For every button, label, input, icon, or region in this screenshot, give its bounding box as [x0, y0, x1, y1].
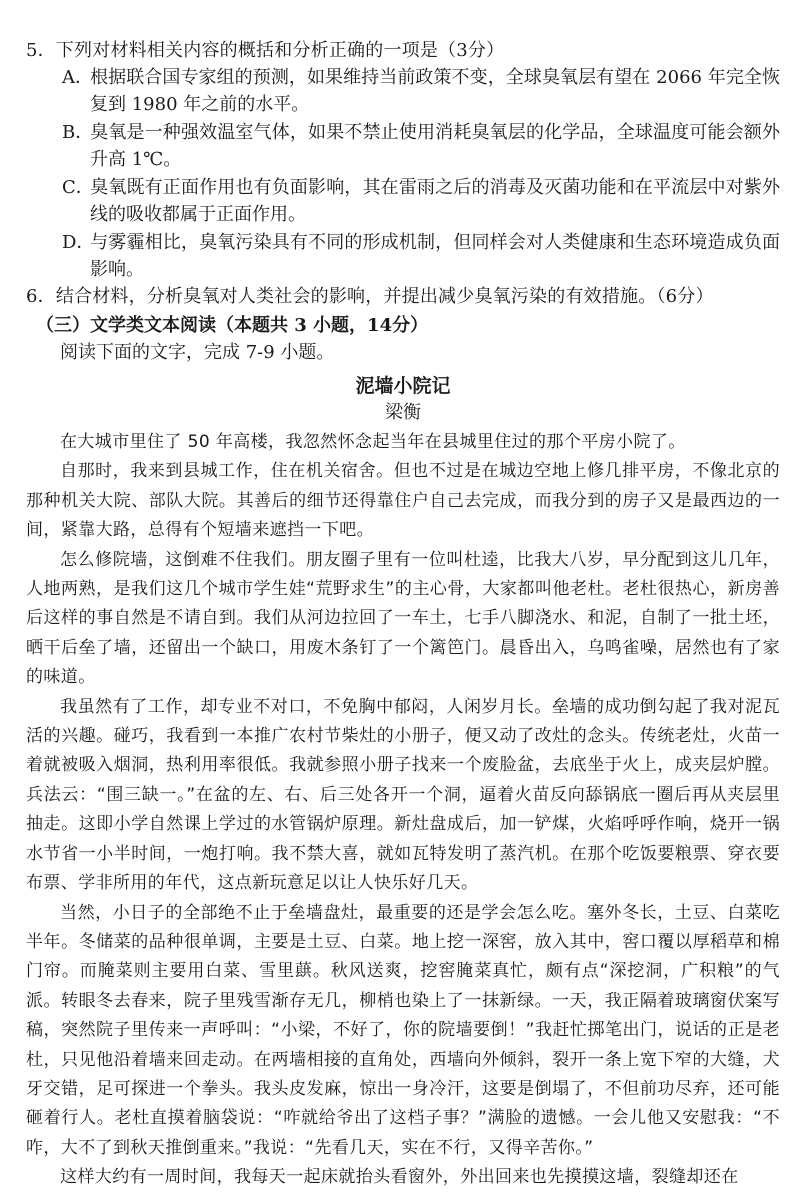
article-paragraph: 在大城市里住了 50 年高楼，我忽然怀念起当年在县城里住过的那个平房小院了。	[60, 432, 686, 452]
option-a-text: 根据联合国专家组的预测，如果维持当前政策不变，全球臭氧层有望在 2066 年完全恢复到 1980 年之前的水平。	[90, 67, 780, 115]
article-paragraph: 我虽然有了工作，却专业不对口，不免胸中郁闷，人闲岁月长。垒墙的成功倒勾起了我对泥瓦活的兴趣。碰巧，我看到一本推广农村节柴灶的小册子，便又动了改灶的念头。传统老灶，火苗一着就被吸入烟洞，热利用率很低。我就参照小册子找来一个废脸盆，去底坐于火上，成夹层炉膛。兵法云：“围三缺一。”在盆的左、右、后三处各开一个洞，逼着火苗反向舔锅底一圈后再从夹层里抽走。这即小学自然课上学过的水管锅炉原理。新灶盘成后，加一铲煤，火焰呼呼作响，烧开一锅水节省一小半时间，一炮打响。我不禁大喜，就如瓦特发明了蒸汽机。在那个吃饭要粮票、穿衣要布票、学非所用的年代，这点新玩意足以让人快乐好几天。	[26, 696, 780, 894]
question-6: 6．结合材料，分析臭氧对人类社会的影响，并提出减少臭氧污染的有效措施。（6分）	[26, 286, 714, 307]
article-paragraph: 这样大约有一周时间，我每天一起床就抬头看窗外，外出回来也先摸摸这墙，裂缝却还在	[60, 1167, 739, 1188]
reading-instruction: 阅读下面的文字，完成 7-9 小题。	[60, 342, 335, 363]
option-b-letter: B．	[62, 122, 94, 143]
option-d-text: 与雾霾相比，臭氧污染具有不同的形成机制，但同样会对人类健康和生态环境造成负面影响。	[90, 232, 780, 280]
article-author: 梁衡	[385, 402, 421, 423]
option-c-letter: C．	[62, 177, 94, 198]
option-d-letter: D．	[62, 232, 95, 253]
option-c-text: 臭氧既有正面作用也有负面影响，其在雷雨之后的消毒及灭菌功能和在平流层中对紫外线的吸收都属于正面作用。	[90, 177, 780, 225]
section-heading: （三）文学类文本阅读（本题共 3 小题，14分）	[36, 315, 429, 336]
option-a-letter: A．	[62, 67, 93, 88]
option-a[interactable]	[26, 64, 780, 118]
article-title: 泥墙小院记	[355, 375, 451, 397]
article-paragraph: 自那时，我来到县城工作，住在机关宿舍。但也不过是在城边空地上修几排平房，不像北京的那种机关大院、部队大院。其善后的细节还得靠住户自己去完成，而我分到的房子又是最西边的一间，紧靠大路，总得有个短墙来遮挡一下吧。	[26, 461, 780, 541]
question-5-stem: 5．下列对材料相关内容的概括和分析正确的一项是（3分）	[26, 40, 505, 61]
option-b-text: 臭氧是一种强效温室气体，如果不禁止使用消耗臭氧层的化学品，全球温度可能会额外升高 1℃。	[90, 122, 780, 170]
option-d[interactable]	[26, 229, 780, 283]
option-b[interactable]	[26, 119, 780, 173]
article-paragraph: 怎么修院墙，这倒难不住我们。朋友圈子里有一位叫杜逵，比我大八岁，早分配到这儿几年，人地两熟，是我们这几个城市学生娃“荒野求生”的主心骨，大家都叫他老杜。老杜很热心，新房善后这样的事自然是不请自到。我们从河边拉回了一车土，七手八脚浇水、和泥，自制了一批土坯，晒干后垒了墙，还留出一个缺口，用废木条钉了一个篱笆门。晨昏出入，乌鸣雀噪，居然也有了家的味道。	[26, 549, 780, 688]
article-paragraph: 当然，小日子的全部绝不止于垒墙盘灶，最重要的还是学会怎么吃。塞外冬长，土豆、白菜吃半年。冬储菜的品种很单调，主要是土豆、白菜。地上挖一深窖，放入其中，窖口覆以厚稻草和棉门帘。而腌菜则主要用白菜、雪里蕻。秋风送爽，挖窖腌菜真忙，颇有点“深挖洞，广积粮”的气派。转眼冬去春来，院子里残雪渐存无几，柳梢也染上了一抹新绿。一天，我正隔着玻璃窗伏案写稿，突然院子里传来一声呼叫：“小梁，不好了，你的院墙要倒！”我赶忙掷笔出门，说话的正是老杜，只见他沿着墙来回走动。在两墙相接的直角处，西墙向外倾斜，裂开一条上宽下窄的大缝，犬牙交错，足可探进一个拳头。我头皮发麻，惊出一身冷汗，这要是倒塌了，不但前功尽弃，还可能砸着行人。老杜直摸着脑袋说：“咋就给爷出了这档子事？”满脸的遗憾。一会儿他又安慰我：“不咋，大不了到秋天推倒重来。”我说：“先看几天，实在不行，又得辛苦你。”	[26, 902, 780, 1158]
option-c[interactable]	[26, 174, 780, 228]
